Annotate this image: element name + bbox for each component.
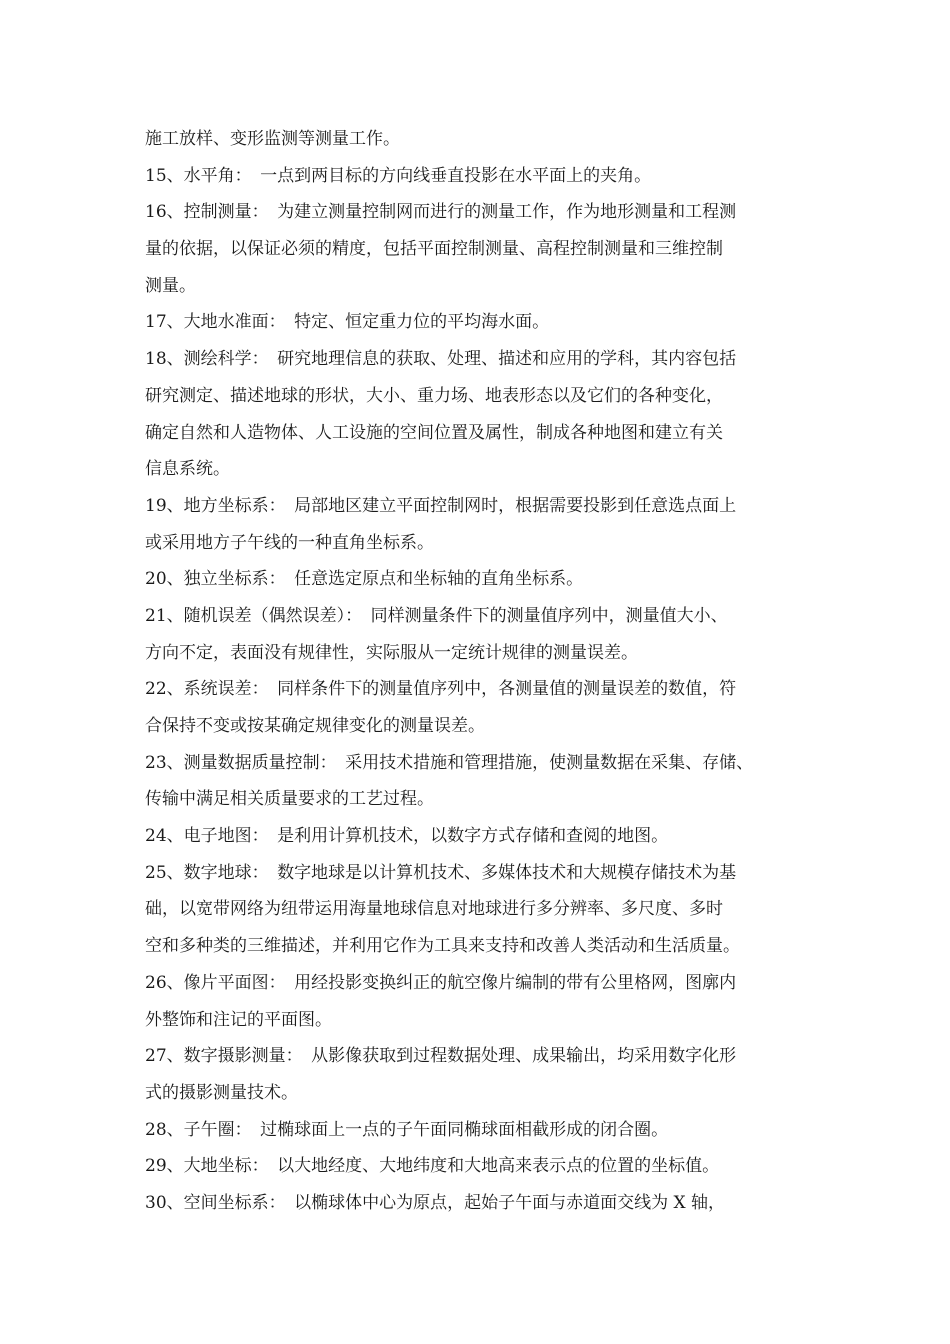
- text-line: 16、控制测量： 为建立测量控制网而进行的测量工作，作为地形测量和工程测: [145, 202, 737, 223]
- text-line: 29、大地坐标： 以大地经度、大地纬度和大地高来表示点的位置的坐标值。: [145, 1156, 720, 1177]
- text-line: 合保持不变或按某确定规律变化的测量误差。: [145, 716, 485, 736]
- text-line: 27、数字摄影测量： 从影像获取到过程数据处理、成果输出，均采用数字化形: [145, 1046, 737, 1067]
- text-line: 空和多种类的三维描述，并利用它作为工具来支持和改善人类活动和生活质量。: [145, 936, 740, 957]
- text-line: 传输中满足相关质量要求的工艺过程。: [145, 789, 434, 810]
- text-line: 23、测量数据质量控制： 采用技术措施和管理措施，使测量数据在采集、存储、: [145, 752, 754, 773]
- text-line: 确定自然和人造物体、人工设施的空间位置及属性，制成各种地图和建立有关: [145, 422, 723, 443]
- text-line: 式的摄影测量技术。: [145, 1082, 298, 1103]
- text-line: 方向不定，表面没有规律性，实际服从一定统计规律的测量误差。: [145, 642, 638, 663]
- document-body: [145, 121, 825, 1222]
- text-line: 础，以宽带网络为纽带运用海量地球信息对地球进行多分辨率、多尺度、多时: [145, 899, 723, 920]
- text-line: 施工放样、变形监测等测量工作。: [145, 129, 400, 149]
- text-line: 20、独立坐标系： 任意选定原点和坐标轴的直角坐标系。: [145, 569, 584, 590]
- text-line: 外整饰和注记的平面图。: [145, 1009, 332, 1030]
- text-line: 15、水平角： 一点到两目标的方向线垂直投影在水平面上的夹角。: [145, 165, 652, 186]
- text-line: 测量。: [145, 275, 196, 296]
- text-line: 25、数字地球： 数字地球是以计算机技术、多媒体技术和大规模存储技术为基: [145, 862, 737, 883]
- text-line: 信息系统。: [145, 459, 230, 480]
- text-line: 18、测绘科学： 研究地理信息的获取、处理、描述和应用的学科，其内容包括: [145, 349, 737, 370]
- text-line: 28、子午圈： 过椭球面上一点的子午面同椭球面相截形成的闭合圈。: [145, 1119, 669, 1140]
- text-line: 量的依据，以保证必须的精度，包括平面控制测量、高程控制测量和三维控制: [145, 239, 723, 260]
- text-line: 或采用地方子午线的一种直角坐标系。: [145, 532, 434, 553]
- text-line: 24、电子地图： 是利用计算机技术，以数字方式存储和查阅的地图。: [145, 826, 669, 847]
- text-line: 17、大地水准面： 特定、恒定重力位的平均海水面。: [145, 312, 550, 333]
- text-line: 19、地方坐标系： 局部地区建立平面控制网时，根据需要投影到任意选点面上: [145, 495, 737, 516]
- text-line: 26、像片平面图： 用经投影变换纠正的航空像片编制的带有公里格网，图廓内: [145, 972, 737, 993]
- text-line: 21、随机误差（偶然误差）： 同样测量条件下的测量值序列中，测量值大小、: [145, 605, 728, 626]
- text-line: 研究测定、描述地球的形状，大小、重力场、地表形态以及它们的各种变化，: [145, 385, 723, 406]
- text-line: 22、系统误差： 同样条件下的测量值序列中，各测量值的测量误差的数值，符: [145, 679, 737, 700]
- text-line: 30、空间坐标系： 以椭球体中心为原点，起始子午面与赤道面交线为 X 轴，: [145, 1192, 726, 1213]
